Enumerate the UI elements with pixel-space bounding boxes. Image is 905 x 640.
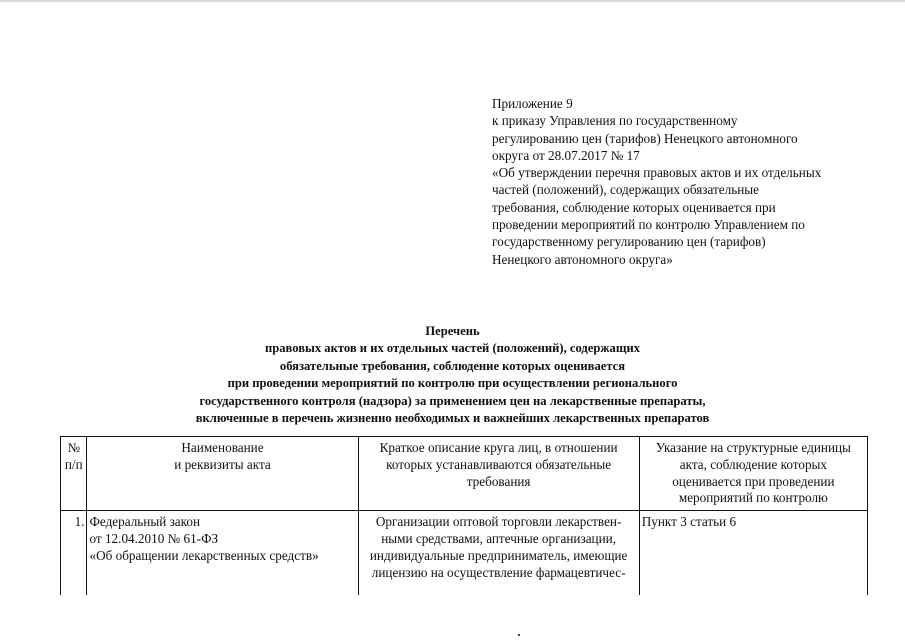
- appendix-line: требования, соблюдение которых оценивается при: [492, 199, 776, 215]
- appendix-line: проведении мероприятий по контролю Управлением по: [492, 217, 805, 233]
- header-text: и реквизиты акта: [174, 456, 271, 472]
- header-description: [358, 437, 639, 511]
- heading-line: правовых актов и их отдельных частей (положений), содержащих: [264, 341, 641, 356]
- header-text: Краткое описание круга лиц, в отношении: [379, 440, 618, 455]
- table-row: [61, 511, 868, 596]
- heading-title: Перечень: [425, 324, 480, 338]
- header-text: требования: [466, 473, 531, 489]
- scan-speck: [518, 634, 520, 636]
- cell-line: лицензию на осуществление фармацевтичес-: [371, 564, 626, 580]
- header-text: Наименование: [181, 440, 264, 455]
- header-act-name: [87, 437, 358, 511]
- cell-line: от 12.04.2010 № 61-ФЗ: [89, 530, 219, 546]
- appendix-note: [492, 95, 872, 268]
- row-description: [358, 511, 639, 596]
- header-text: п/п: [64, 456, 83, 472]
- appendix-line: «Об утверждении перечня правовых актов и их отдельных: [492, 165, 822, 181]
- cell-line: Федеральный закон: [89, 514, 201, 530]
- header-text: акта, соблюдение которых: [679, 456, 827, 472]
- cell-line: Организации оптовой торговли лекарствен-: [375, 514, 622, 530]
- table-header-row: [61, 437, 868, 511]
- heading-line: государственного контроля (надзора) за применением цен на лекарственные препараты,: [199, 393, 706, 408]
- header-text: оценивается при проведении: [672, 473, 835, 489]
- appendix-line: частей (положений), содержащих обязательные: [492, 182, 760, 198]
- heading-line: обязательные требования, соблюдение которых оценивается: [279, 358, 626, 373]
- header-text: которых устанавливаются обязательные: [386, 456, 612, 472]
- scan-edge: [0, 0, 905, 2]
- acts-table: [60, 436, 868, 595]
- header-number: [61, 437, 87, 511]
- header-text: Указание на структурные единицы: [655, 440, 851, 455]
- appendix-line: регулированию цен (тарифов) Ненецкого автономного: [492, 130, 798, 146]
- appendix-line: государственному регулированию цен (тарифов): [492, 234, 766, 250]
- appendix-line: округа от 28.07.2017 № 17: [492, 147, 640, 163]
- row-number: 1.: [61, 511, 87, 596]
- cell-line: индивидуальные предприниматель, имеющие: [369, 547, 628, 563]
- appendix-line: к приказу Управления по государственному: [492, 113, 738, 129]
- appendix-line: Ненецкого автономного округа»: [492, 251, 673, 267]
- header-text: мероприятий по контролю: [678, 490, 828, 506]
- cell-line: «Об обращении лекарственных средств»: [89, 547, 319, 563]
- header-structural-units: [639, 437, 867, 511]
- cell-line: ными средствами, аптечные организации,: [381, 530, 617, 546]
- row-structural-units: Пункт 3 статьи 6: [639, 511, 867, 596]
- row-act-name: [87, 511, 358, 596]
- header-text: №: [67, 440, 81, 455]
- heading-line: включенные в перечень жизненно необходимых и важнейших лекарственных препаратов: [195, 411, 710, 426]
- document-heading: [0, 323, 905, 427]
- appendix-line: Приложение 9: [492, 96, 573, 111]
- heading-line: при проведении мероприятий по контролю при осуществлении регионального: [227, 376, 678, 391]
